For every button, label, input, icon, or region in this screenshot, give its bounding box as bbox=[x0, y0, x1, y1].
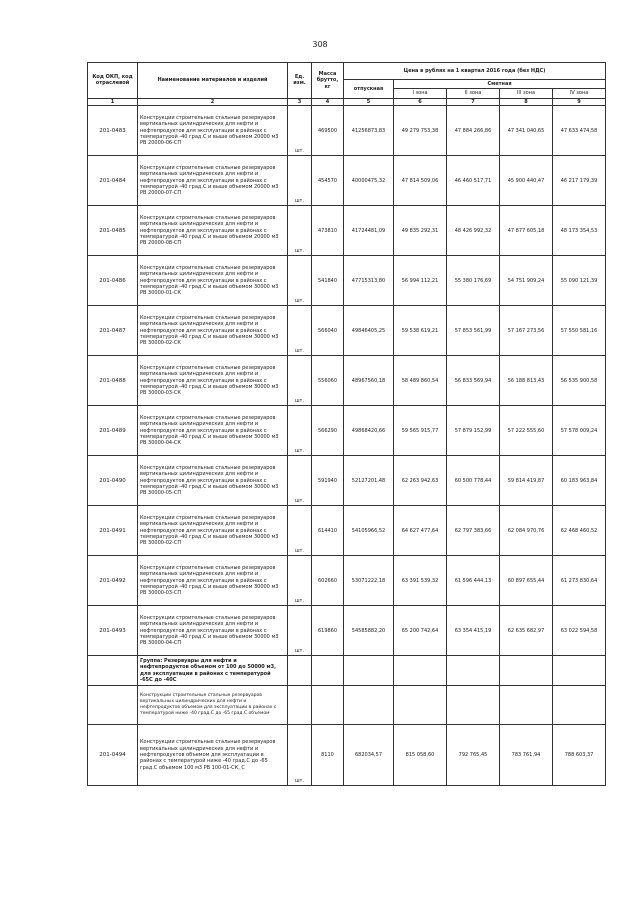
row-zone3-price: 47 341 040,65 bbox=[500, 106, 553, 156]
row-zone2-price: 47 884 266,86 bbox=[447, 106, 500, 156]
row-zone1-price: 59 565 915,77 bbox=[394, 406, 447, 456]
row-zone2-price: 57 853 561,99 bbox=[447, 306, 500, 356]
row-zone1-price: 58 489 860,54 bbox=[394, 356, 447, 406]
row-name: Конструкции строительные стальные резервуаров вертикальных цилиндрических для нефти и нефтепродуктов объемом для эксплуатации в районах с температурой ниже -40 град.С до -65 град.С объемом 100 м3 РВ 100-01-СК, С bbox=[138, 725, 288, 786]
row-mass: 473810 bbox=[312, 206, 344, 256]
row-code: 201-0494 bbox=[88, 725, 138, 786]
header-price-group: Цена в рублях на 1 квартал 2016 года (без НДС) bbox=[344, 63, 606, 80]
row-name: Конструкции строительные стальные резервуаров вертикальных цилиндрических для нефти и нефтепродуктов для эксплуатации в районах с температурой -40 град.С и выше объемом 30000 м3 РВ 30000-01-СК bbox=[138, 256, 288, 306]
row-zone2-price: 60 500 778,44 bbox=[447, 456, 500, 506]
row-code: 201-0493 bbox=[88, 606, 138, 656]
row-name: Конструкции строительные стальные резервуаров вертикальных цилиндрических для нефти и нефтепродуктов для эксплуатации в районах с температурой -40 град.С и выше объемом 30000 м3 РВ 30000-02-СП bbox=[138, 506, 288, 556]
table-row bbox=[88, 725, 606, 786]
row-zone1-price: 49 279 753,38 bbox=[394, 106, 447, 156]
row-zone1-price: 65 200 742,64 bbox=[394, 606, 447, 656]
row-unit: шт. bbox=[288, 106, 312, 156]
row-unit: шт. bbox=[288, 506, 312, 556]
empty-cell bbox=[553, 686, 606, 725]
header-unit: Ед. изм. bbox=[288, 63, 312, 99]
group-row bbox=[88, 656, 606, 686]
row-name: Конструкции строительные стальные резервуаров вертикальных цилиндрических для нефти и нефтепродуктов для эксплуатации в районах с температурой -40 град.С и выше объемом 30000 м3 РВ 30000-02-СК bbox=[138, 306, 288, 356]
row-zone3-price: 62 084 970,76 bbox=[500, 506, 553, 556]
col-number: 7 bbox=[447, 98, 500, 105]
row-release-price: 48967560,18 bbox=[344, 356, 394, 406]
row-mass: 469500 bbox=[312, 106, 344, 156]
empty-cell bbox=[288, 686, 312, 725]
row-mass: 556060 bbox=[312, 356, 344, 406]
row-unit: шт. bbox=[288, 356, 312, 406]
row-zone1-price: 47 814 509,06 bbox=[394, 156, 447, 206]
row-mass: 566290 bbox=[312, 406, 344, 456]
row-zone1-price: 59 538 619,21 bbox=[394, 306, 447, 356]
row-mass: 591940 bbox=[312, 456, 344, 506]
row-zone3-price: 57 167 273,56 bbox=[500, 306, 553, 356]
row-zone4-price: 63 022 594,58 bbox=[553, 606, 606, 656]
row-release-price: 54585882,20 bbox=[344, 606, 394, 656]
row-zone2-price: 62 797 383,66 bbox=[447, 506, 500, 556]
row-name: Конструкции строительные стальные резервуаров вертикальных цилиндрических для нефти и нефтепродуктов для эксплуатации в районах с температурой -40 град.С и выше объемом 20000 м3 РВ 20000-06-СП bbox=[138, 106, 288, 156]
row-mass: 602660 bbox=[312, 556, 344, 606]
subgroup-title: Конструкции строительные стальные резервуаров вертикальных цилиндрических для нефти и нефтепродуктов объемом для эксплуатации в районах с температурой ниже -40 град.С до -65 град.С объемом bbox=[138, 686, 288, 725]
row-code: 201-0491 bbox=[88, 506, 138, 556]
row-unit: шт. bbox=[288, 156, 312, 206]
header-code: Код ОКП, код отраслевой bbox=[88, 63, 138, 99]
row-release-price: 41724481,09 bbox=[344, 206, 394, 256]
row-name: Конструкции строительные стальные резервуаров вертикальных цилиндрических для нефти и нефтепродуктов для эксплуатации в районах с температурой -40 град.С и выше объемом 20000 м3 РВ 20000-08-СП bbox=[138, 206, 288, 256]
header-mass: Масса брутто, кг bbox=[312, 63, 344, 99]
row-code: 201-0490 bbox=[88, 456, 138, 506]
row-code: 201-0484 bbox=[88, 156, 138, 206]
row-zone4-price: 788 603,37 bbox=[553, 725, 606, 786]
subgroup-row bbox=[88, 686, 606, 725]
row-name: Конструкции строительные стальные резервуаров вертикальных цилиндрических для нефти и нефтепродуктов для эксплуатации в районах с температурой -40 град.С и выше объемом 30000 м3 РВ 30000-03-СП bbox=[138, 556, 288, 606]
price-table bbox=[87, 62, 606, 786]
row-zone2-price: 792 765,45 bbox=[447, 725, 500, 786]
row-zone2-price: 56 833 569,94 bbox=[447, 356, 500, 406]
row-zone3-price: 783 761,94 bbox=[500, 725, 553, 786]
row-zone4-price: 57 550 581,16 bbox=[553, 306, 606, 356]
row-code: 201-0487 bbox=[88, 306, 138, 356]
row-zone3-price: 45 900 440,47 bbox=[500, 156, 553, 206]
table-row bbox=[88, 556, 606, 606]
row-release-price: 52127201,48 bbox=[344, 456, 394, 506]
row-unit: шт. bbox=[288, 456, 312, 506]
row-mass: 566040 bbox=[312, 306, 344, 356]
table-row bbox=[88, 306, 606, 356]
row-release-price: 54105966,52 bbox=[344, 506, 394, 556]
page-number: 308 bbox=[312, 40, 328, 49]
row-zone2-price: 61 596 444,13 bbox=[447, 556, 500, 606]
empty-cell bbox=[344, 686, 394, 725]
empty-cell bbox=[447, 656, 500, 686]
row-mass: 614410 bbox=[312, 506, 344, 556]
row-zone1-price: 64 627 477,64 bbox=[394, 506, 447, 556]
row-unit: шт. bbox=[288, 725, 312, 786]
table-row bbox=[88, 156, 606, 206]
row-zone4-price: 60 183 963,84 bbox=[553, 456, 606, 506]
row-zone3-price: 57 222 555,60 bbox=[500, 406, 553, 456]
row-code: 201-0486 bbox=[88, 256, 138, 306]
row-zone4-price: 46 217 179,39 bbox=[553, 156, 606, 206]
header-estimate: Сметная bbox=[394, 80, 606, 89]
empty-cell bbox=[344, 656, 394, 686]
row-zone3-price: 54 751 909,24 bbox=[500, 256, 553, 306]
row-zone3-price: 60 897 655,44 bbox=[500, 556, 553, 606]
col-number: 8 bbox=[500, 98, 553, 105]
row-unit: шт. bbox=[288, 306, 312, 356]
table-row bbox=[88, 106, 606, 156]
table-row bbox=[88, 506, 606, 556]
row-mass: 619860 bbox=[312, 606, 344, 656]
empty-cell bbox=[500, 656, 553, 686]
empty-cell bbox=[288, 656, 312, 686]
row-zone3-price: 47 877 605,18 bbox=[500, 206, 553, 256]
col-number: 6 bbox=[394, 98, 447, 105]
row-zone1-price: 49 835 292,31 bbox=[394, 206, 447, 256]
row-code: 201-0485 bbox=[88, 206, 138, 256]
empty-cell bbox=[312, 686, 344, 725]
row-zone4-price: 55 090 121,39 bbox=[553, 256, 606, 306]
table-row bbox=[88, 456, 606, 506]
row-unit: шт. bbox=[288, 406, 312, 456]
col-number: 2 bbox=[138, 98, 288, 105]
row-release-price: 682034,57 bbox=[344, 725, 394, 786]
row-unit: шт. bbox=[288, 556, 312, 606]
row-zone2-price: 48 426 992,32 bbox=[447, 206, 500, 256]
empty-cell bbox=[500, 686, 553, 725]
col-number: 5 bbox=[344, 98, 394, 105]
row-zone3-price: 62 635 682,97 bbox=[500, 606, 553, 656]
empty-cell bbox=[312, 656, 344, 686]
col-number: 4 bbox=[312, 98, 344, 105]
table-row bbox=[88, 356, 606, 406]
row-zone4-price: 56 535 900,58 bbox=[553, 356, 606, 406]
empty-cell bbox=[88, 656, 138, 686]
row-unit: шт. bbox=[288, 256, 312, 306]
row-code: 201-0488 bbox=[88, 356, 138, 406]
col-number: 1 bbox=[88, 98, 138, 105]
row-mass: 8110 bbox=[312, 725, 344, 786]
header-zone2: II зона bbox=[447, 89, 500, 98]
row-mass: 454570 bbox=[312, 156, 344, 206]
row-name: Конструкции строительные стальные резервуаров вертикальных цилиндрических для нефти и нефтепродуктов для эксплуатации в районах с температурой -40 град.С и выше объемом 30000 м3 РВ 30000-05-СП bbox=[138, 456, 288, 506]
row-name: Конструкции строительные стальные резервуаров вертикальных цилиндрических для нефти и нефтепродуктов для эксплуатации в районах с температурой -40 град.С и выше объемом 30000 м3 РВ 30000-04-СП bbox=[138, 606, 288, 656]
row-release-price: 53071222,18 bbox=[344, 556, 394, 606]
col-number: 3 bbox=[288, 98, 312, 105]
row-zone4-price: 62 468 460,52 bbox=[553, 506, 606, 556]
col-number: 9 bbox=[553, 98, 606, 105]
row-mass: 541840 bbox=[312, 256, 344, 306]
row-zone1-price: 815 058,60 bbox=[394, 725, 447, 786]
empty-cell bbox=[88, 686, 138, 725]
table-row bbox=[88, 206, 606, 256]
header-zone3: III зона bbox=[500, 89, 553, 98]
row-zone2-price: 55 380 176,69 bbox=[447, 256, 500, 306]
empty-cell bbox=[553, 656, 606, 686]
row-code: 201-0489 bbox=[88, 406, 138, 456]
row-unit: шт. bbox=[288, 206, 312, 256]
row-zone1-price: 62 263 942,63 bbox=[394, 456, 447, 506]
row-zone3-price: 56 188 813,43 bbox=[500, 356, 553, 406]
row-zone4-price: 57 578 009,24 bbox=[553, 406, 606, 456]
row-zone2-price: 57 879 152,99 bbox=[447, 406, 500, 456]
row-zone2-price: 46 460 517,71 bbox=[447, 156, 500, 206]
header-release: отпускная bbox=[344, 80, 394, 99]
row-zone3-price: 59 814 419,87 bbox=[500, 456, 553, 506]
empty-cell bbox=[394, 686, 447, 725]
row-zone4-price: 47 633 474,58 bbox=[553, 106, 606, 156]
empty-cell bbox=[447, 686, 500, 725]
row-release-price: 49846405,25 bbox=[344, 306, 394, 356]
header-name: Наименование материалов и изделий bbox=[138, 63, 288, 99]
row-name: Конструкции строительные стальные резервуаров вертикальных цилиндрических для нефти и нефтепродуктов для эксплуатации в районах с температурой -40 град.С и выше объемом 30000 м3 РВ 30000-03-СК bbox=[138, 356, 288, 406]
row-release-price: 40000475,32 bbox=[344, 156, 394, 206]
row-zone1-price: 63 391 539,32 bbox=[394, 556, 447, 606]
row-release-price: 49868420,66 bbox=[344, 406, 394, 456]
row-code: 201-0492 bbox=[88, 556, 138, 606]
header-zone4: IV зона bbox=[553, 89, 606, 98]
table-row bbox=[88, 606, 606, 656]
empty-cell bbox=[394, 656, 447, 686]
group-title: Группа: Резервуары для нефти и нефтепродуктов объемом от 100 до 50000 м3, для эксплуатации в районах с температурой -65С до -40С bbox=[138, 656, 288, 686]
row-release-price: 41256873,83 bbox=[344, 106, 394, 156]
row-zone1-price: 56 994 112,21 bbox=[394, 256, 447, 306]
row-unit: шт. bbox=[288, 606, 312, 656]
table-row bbox=[88, 256, 606, 306]
row-code: 201-0483 bbox=[88, 106, 138, 156]
table-row bbox=[88, 406, 606, 456]
row-release-price: 47715313,80 bbox=[344, 256, 394, 306]
column-numbers-row bbox=[88, 98, 606, 105]
row-name: Конструкции строительные стальные резервуаров вертикальных цилиндрических для нефти и нефтепродуктов для эксплуатации в районах с температурой -40 град.С и выше объемом 30000 м3 РВ 30000-04-СК bbox=[138, 406, 288, 456]
row-zone4-price: 61 273 830,64 bbox=[553, 556, 606, 606]
header-zone1: I зона bbox=[394, 89, 447, 98]
row-zone4-price: 48 173 354,53 bbox=[553, 206, 606, 256]
row-zone2-price: 63 354 415,19 bbox=[447, 606, 500, 656]
row-name: Конструкции строительные стальные резервуаров вертикальных цилиндрических для нефти и нефтепродуктов для эксплуатации в районах с температурой -40 град.С и выше объемом 20000 м3 РВ 20000-07-СП bbox=[138, 156, 288, 206]
